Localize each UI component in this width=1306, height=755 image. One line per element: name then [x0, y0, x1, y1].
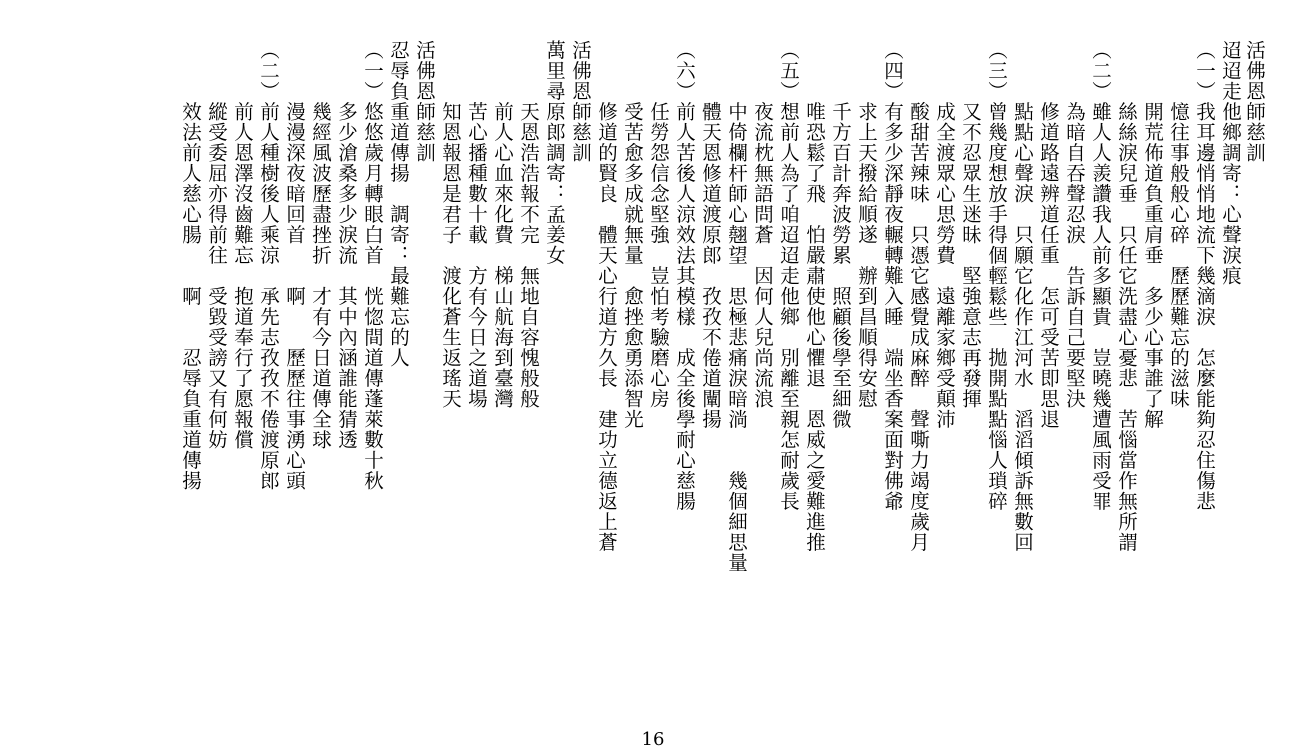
text-line: （一）我耳邊悄悄地流下幾滴淚 怎麼能夠忍住傷悲: [1193, 40, 1216, 512]
text-line: 漫漫深夜暗回首 啊 歷歷往事湧心頭: [283, 40, 306, 491]
text-line: 中倚欄杆師心翹望 思極悲痛淚暗淌 幾個細思量: [725, 40, 748, 573]
text-line: 活佛恩師慈訓: [1243, 40, 1266, 163]
text-line: 開荒佈道負重肩垂 多少心事誰了解: [1141, 40, 1164, 430]
text-line: 點點心聲淚 只願它化作江河水 滔滔傾訴無數回: [1011, 40, 1034, 553]
text-line: 前人恩澤沒齒難忘 抱道奉行了愿報償: [231, 40, 254, 450]
text-line: 憶往事般般心碎 歷歷難忘的滋味: [1167, 40, 1190, 409]
text-line: 迢迢走他鄉調寄：心聲淚痕: [1219, 40, 1242, 286]
text-line: 成全渡眾心思勞費 遠離家鄉受顛沛: [933, 40, 956, 430]
text-line: 又不忍眾生迷昧 堅強意志再發揮: [959, 40, 982, 409]
page-number: 16: [641, 729, 665, 750]
text-line: 苦心播種數十載 方有今日之道場: [465, 40, 488, 409]
text-line: （五）想前人為了咱迢迢走他鄉 別離至親怎耐歲長: [777, 40, 800, 512]
text-line: （六）前人苦後人涼效法其模樣 成全後學耐心慈腸: [673, 40, 696, 512]
text-line: （三）曾幾度想放手得個輕鬆些 拋開點點惱人瑣碎: [985, 40, 1008, 512]
text-line: 修道的賢良 體天心行道方久長 建功立德返上蒼: [595, 40, 618, 553]
text-line: 體天恩修道渡原郎 孜孜不倦道闡揚: [699, 40, 722, 430]
text-line: （二）雖人人羨讚我人前多顯貴 豈曉幾遭風雨受罪: [1089, 40, 1112, 512]
text-line: 活佛恩師慈訓: [569, 40, 592, 163]
text-line: 唯恐鬆了飛 怕嚴肅使他心懼退 恩威之愛難進推: [803, 40, 826, 553]
text-line: 活佛恩師慈訓: [413, 40, 436, 163]
text-line: （四）有多少深靜夜輾轉難入睡 端坐香案面對佛爺: [881, 40, 904, 512]
text-line: 千方百計奔波勞累 照顧後學至細微: [829, 40, 852, 430]
text-line: 絲絲淚兒垂 只任它洗盡心憂悲 苦惱當作無所謂: [1115, 40, 1138, 553]
text-line: 天恩浩浩報不完 無地自容愧般般: [517, 40, 540, 409]
text-line: 前人心血來化費 梯山航海到臺灣: [491, 40, 514, 409]
text-line: 任勞怨信念堅強 豈怕考驗磨心房: [647, 40, 670, 409]
text-line: 萬里尋原郎調寄：孟姜女: [543, 40, 566, 266]
text-line: 效法前人慈心腸 啊 忍辱負重道傳揚: [179, 40, 202, 491]
text-line: 知恩報恩是君子 渡化蒼生返瑤天: [439, 40, 462, 409]
text-line: 多少滄桑多少淚流 其中內涵誰能猜透: [335, 40, 358, 450]
text-line: 為暗自吞聲忍淚 告訴自己要堅決: [1063, 40, 1086, 409]
text-line: 幾經風波歷盡挫折 才有今日道傳全球: [309, 40, 332, 450]
text-line: （一）悠悠歲月轉眼白首 恍惚間道傳蓬萊數十秋: [361, 40, 384, 491]
text-line: 縱受委屈亦得前往 受毀受謗又有何妨: [205, 40, 228, 450]
text-line: 受苦愈多成就無量 愈挫愈勇添智光: [621, 40, 644, 430]
text-line: 夜流枕無語問蒼 因何人兒尚流浪: [751, 40, 774, 409]
text-line: 修道路遠辨道任重 怎可受苦即思退: [1037, 40, 1060, 430]
text-line: （二）前人種樹後人乘涼 承先志孜孜不倦渡原郎: [257, 40, 280, 491]
text-line: 忍辱負重道傳揚 調寄：最難忘的人: [387, 40, 410, 368]
text-line: 求上天撥給順遂 辦到昌順得安慰: [855, 40, 878, 409]
text-line: 酸甜苦辣味 只憑它感覺成麻醉 聲嘶力竭度歲月: [907, 40, 930, 553]
vertical-text-block: [0, 40, 1306, 730]
